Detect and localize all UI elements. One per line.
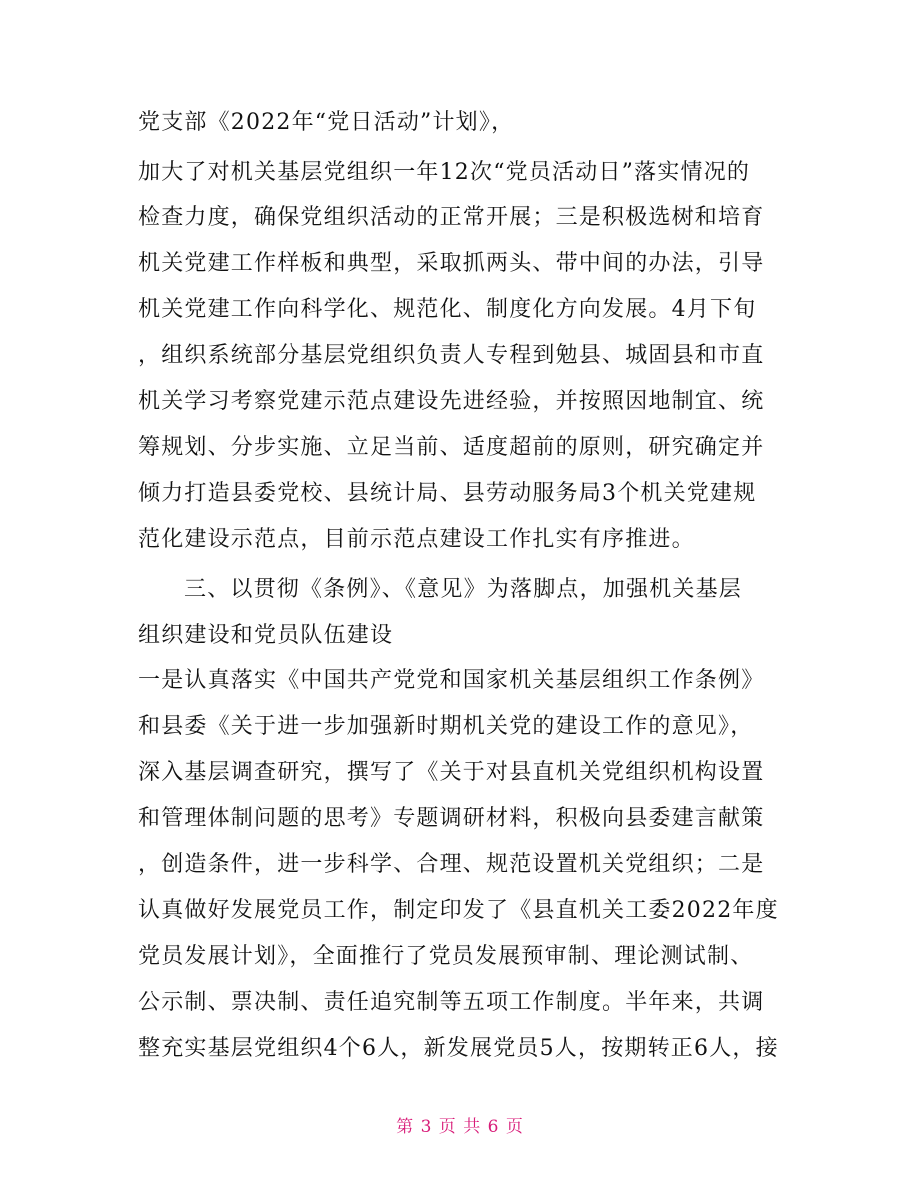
page-number-footer: 第 3 页 共 6 页 [396, 1117, 524, 1137]
text-line: ，组织系统部分基层党组织负责人专程到勉县、城固县和市直 [138, 343, 765, 368]
section-heading-cont: 组织建设和党员队伍建设 [138, 623, 394, 648]
section-heading: 三、以贯彻《条例》、《意见》为落脚点，加强机关基层 [184, 577, 743, 602]
text-line: 一是认真落实《中国共产党党和国家机关基层组织工作条例》 [138, 668, 765, 693]
text-line: 检查力度，确保党组织活动的正常开展；三是积极选树和培育 [138, 205, 765, 230]
text-line: 机关党建工作向科学化、规范化、制度化方向发展。4月下旬 [138, 297, 757, 322]
text-line: 机关党建工作样板和典型，采取抓两头、带中间的办法，引导 [138, 251, 765, 276]
text-line: 公示制、票决制、责任追究制等五项工作制度。半年来，共调 [138, 990, 765, 1015]
text-line: 和县委《关于进一步加强新时期机关党的建设工作的意见》， [138, 714, 754, 739]
text-line: 机关学习考察党建示范点建设先进经验，并按照因地制宜、统 [138, 389, 765, 414]
text-line: 筹规划、分步实施、立足当前、适度超前的原则，研究确定并 [138, 435, 765, 460]
text-line: ，创造条件，进一步科学、合理、规范设置机关党组织；二是 [138, 852, 765, 877]
text-line: 整充实基层党组织4个6人，新发展党员5人，按期转正6人，接 [138, 1036, 779, 1061]
text-line: 倾力打造县委党校、县统计局、县劳动服务局3个机关党建规 [138, 481, 757, 506]
text-line: 认真做好发展党员工作，制定印发了《县直机关工委2022年度 [138, 898, 779, 923]
text-line: 范化建设示范点，目前示范点建设工作扎实有序推进。 [138, 527, 695, 552]
text-line: 加大了对机关基层党组织一年12次“党员活动日”落实情况的 [138, 160, 751, 185]
text-line: 和管理体制问题的思考》专题调研材料，积极向县委建言献策 [138, 806, 765, 831]
text-line: 深入基层调查研究，撰写了《关于对县直机关党组织机构设置 [138, 760, 765, 785]
text-line: 党支部《2022年“党日活动”计划》， [138, 110, 515, 135]
text-line: 党员发展计划》，全面推行了党员发展预审制、理论测试制、 [138, 944, 754, 969]
